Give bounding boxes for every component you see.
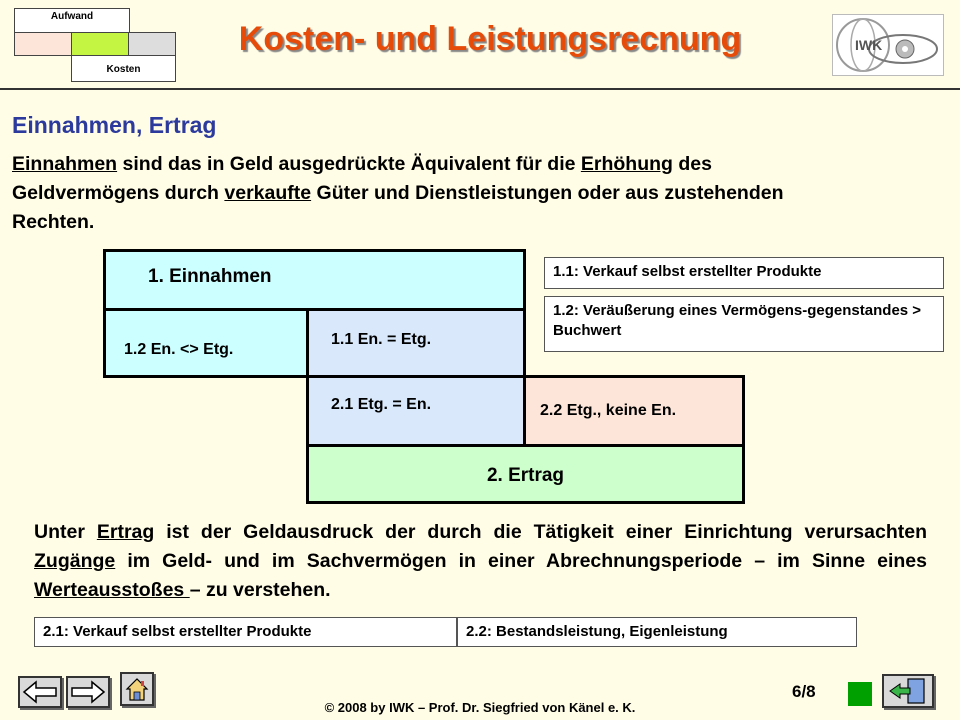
logo-text: IWK — [855, 37, 883, 53]
label-ertrag: 2. Ertrag — [486, 465, 565, 486]
intro-term-einnahmen: Einnahmen — [12, 153, 118, 175]
intro-paragraph — [12, 150, 842, 237]
iwk-logo — [832, 14, 944, 76]
def-text-2: ist der Geldausdruck der durch die Tätigkeit einer Einrichtung verursachten — [154, 521, 927, 543]
intro-term-verkaufte: verkaufte — [224, 182, 312, 204]
def-text-3: im Geld- und im Sachvermögen in einer Abrechnungsperiode – im Sinne eines — [115, 550, 927, 572]
note-2-2: 2.2: Bestandsleistung, Eigenleistung — [457, 617, 857, 647]
note-2-1: 2.1: Verkauf selbst erstellter Produkte — [34, 617, 457, 647]
mini-gray-cell — [128, 32, 176, 56]
header-divider — [0, 88, 960, 90]
label-en-eq-etg: 1.1 En. = Etg. — [331, 331, 432, 348]
mini-kosten-box: Kosten — [71, 55, 176, 82]
box-ertrag — [306, 444, 745, 504]
def-text-1: Unter — [34, 521, 97, 543]
def-term-zugaenge: Zugänge — [34, 550, 116, 572]
note-1-2: 1.2: Veräußerung eines Vermögens-gegenstandes > Buchwert — [544, 296, 944, 352]
page-title: Kosten- und Leistungsrecnung — [238, 20, 742, 58]
intro-text-2: des Geldvermögens durch — [12, 153, 712, 204]
copyright: © 2008 by IWK – Prof. Dr. Siegfried von Känel e. K. — [324, 700, 636, 715]
def-text-4: – zu verstehen. — [189, 579, 331, 601]
intro-text-1: sind das in Geld ausgedrückte Äquivalent für die — [117, 153, 581, 175]
intro-term-erhoehung: Erhöhung — [580, 153, 673, 175]
mini-aufwand-box: Aufwand — [14, 8, 130, 33]
box-en-ne-etg — [103, 308, 309, 378]
label-einnahmen: 1. Einnahmen — [148, 266, 272, 287]
box-en-eq-etg — [306, 308, 526, 378]
def-term-ertrag: Ertrag — [96, 521, 155, 543]
label-en-ne-etg: 1.2 En. <> Etg. — [124, 341, 234, 358]
box-etg-keine-en — [523, 375, 745, 447]
label-etg-keine-en: 2.2 Etg., keine En. — [540, 402, 677, 419]
def-term-werteausstoss: Werteausstoßes — [34, 579, 190, 601]
note-1-1: 1.1: Verkauf selbst erstellter Produkte — [544, 257, 944, 289]
intro-text-3: Güter und Dienstleistungen oder aus zustehenden Rechten. — [12, 182, 784, 233]
mini-peach-cell — [14, 32, 72, 56]
label-etg-eq-en: 2.1 Etg. = En. — [331, 396, 432, 413]
box-einnahmen — [103, 249, 526, 311]
box-etg-eq-en — [306, 375, 526, 447]
page-number: 6/8 — [792, 682, 816, 701]
section-title: Einnahmen, Ertrag — [12, 112, 217, 138]
definition-paragraph — [34, 518, 927, 605]
iwk-logo-graphic — [833, 15, 943, 75]
mini-green-cell — [71, 32, 129, 56]
